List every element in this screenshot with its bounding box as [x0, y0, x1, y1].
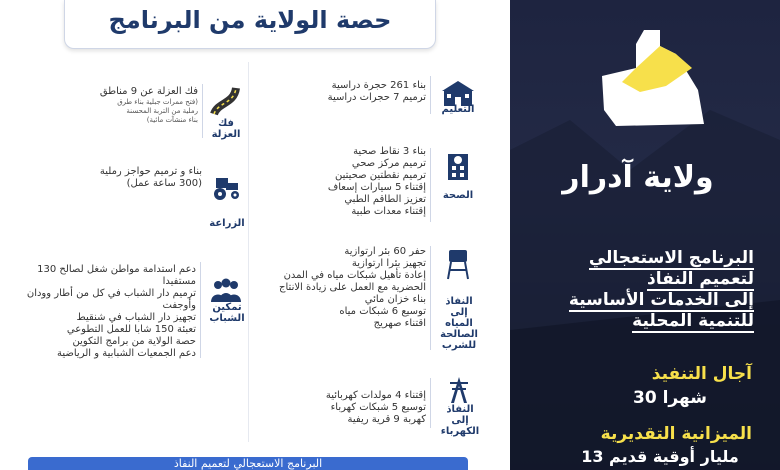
isolation-label: فك العزلة — [211, 118, 241, 140]
deadline-value: 30 شهرا — [633, 388, 707, 408]
page-title-box — [64, 0, 436, 49]
electricity-bar — [430, 378, 431, 428]
water-line: حفر 60 بئر ارتوازية — [344, 246, 426, 257]
agriculture-line: بناء و ترميم حواجز رملية — [99, 166, 202, 177]
water-lines — [258, 246, 426, 330]
power-tower-icon — [444, 376, 474, 404]
water-line: بناء خزان مائي — [364, 294, 426, 305]
hospital-icon — [440, 150, 476, 182]
youth-lines — [12, 264, 196, 360]
isolation-note: (فتح ممرات جبلية بناء طرق — [117, 98, 198, 106]
water-line: تجهيز بئرا ارتوازية — [351, 258, 426, 269]
youth-line: تجهيز دار الشباب في شنقيط — [76, 312, 196, 323]
youth-line: ترميم دار الشباب في كل من أطار وودان وأوجفت — [26, 288, 196, 311]
isolation-bar — [202, 84, 203, 138]
program-footer-bar: البرنامج الاستعجالي لتعميم النفاذ — [28, 457, 468, 470]
agriculture-line: (300 ساعة عمل) — [126, 178, 202, 189]
youth-line: حصة الولاية من برامج التكوين — [72, 336, 196, 347]
electricity-line: توسيع 5 شبكات كهرباء — [330, 402, 426, 413]
page-title: حصة الولاية من البرنامج — [108, 6, 392, 34]
health-label: الصحة — [442, 190, 474, 201]
program-line: البرنامج الاستعجالي — [588, 248, 754, 268]
health-line: تعزيز الطاقم الطبي — [344, 194, 426, 205]
electricity-lines — [290, 390, 426, 426]
road-icon — [208, 84, 244, 116]
electricity-label: النفاذ إلى الكهرباء — [440, 404, 480, 437]
education-label: التعليم — [441, 104, 475, 115]
electricity-line: كهربة 9 قرية ريفية — [347, 414, 426, 425]
right-panel — [510, 0, 780, 470]
program-line: إلى الخدمات الأساسية — [568, 290, 754, 310]
agriculture-lines — [84, 166, 202, 190]
health-line: إقتناء 5 سيارات إسعاف — [327, 182, 426, 193]
youth-line: تعبئة 150 شابا للعمل التطوعي — [66, 324, 196, 335]
water-line: اقتناء صهريج — [373, 318, 426, 329]
program-line: لتعميم النفاذ — [647, 269, 754, 289]
tractor-icon — [208, 170, 244, 202]
youth-line: دعم استدامة مواطن شغل لصالح 130 مستفيدا — [37, 264, 196, 287]
education-line: ترميم 7 حجرات دراسية — [327, 92, 426, 103]
isolation-lines — [84, 86, 198, 125]
isolation-note: بناء منشآت مائية) — [146, 116, 198, 124]
isolation-note: رملية من التربة المحسنة — [126, 107, 198, 115]
education-line: بناء 261 حجرة دراسية — [331, 80, 426, 91]
water-tower-icon — [440, 248, 476, 280]
deadline-label: آجال التنفيذ — [651, 364, 752, 384]
health-bar — [430, 148, 431, 222]
youth-bar — [200, 262, 201, 358]
budget-value: 13 مليار أوقية قديم — [581, 447, 739, 466]
health-line: بناء 3 نقاط صحية — [353, 146, 426, 157]
health-line: إقتناء معدات طبية — [351, 206, 426, 217]
water-line: إعادة تأهيل شبكات مياه في المدن الحضرية مع العمل على زيادة الانتاج — [279, 270, 426, 293]
health-line: ترميم نقطتين صحيتين — [335, 170, 426, 181]
education-bar — [430, 76, 431, 114]
program-title — [530, 248, 754, 332]
water-bar — [430, 246, 431, 350]
budget-label: الميزانية التقديرية — [600, 424, 752, 444]
agriculture-label: الزراعة — [209, 218, 245, 229]
health-lines — [290, 146, 426, 218]
education-lines — [300, 80, 426, 104]
water-line: توسيع 6 شبكات مياه — [339, 306, 426, 317]
mauritania-map-icon — [596, 28, 706, 128]
water-label: النفاذ إلى المياه الصالحة للشرب — [440, 296, 478, 351]
youth-label: تمكين الشباب — [209, 302, 245, 324]
state-name: ولاية آدرار — [562, 160, 714, 195]
electricity-line: إقتناء 4 مولدات كهربائية — [325, 390, 426, 401]
health-line: ترميم مركز صحي — [351, 158, 426, 169]
youth-line: دعم الجمعيات الشبابية و الرياضية — [57, 348, 196, 359]
program-line: للتنمية المحلية — [632, 311, 754, 331]
isolation-line: فك العزلة عن 9 مناطق — [99, 86, 198, 97]
